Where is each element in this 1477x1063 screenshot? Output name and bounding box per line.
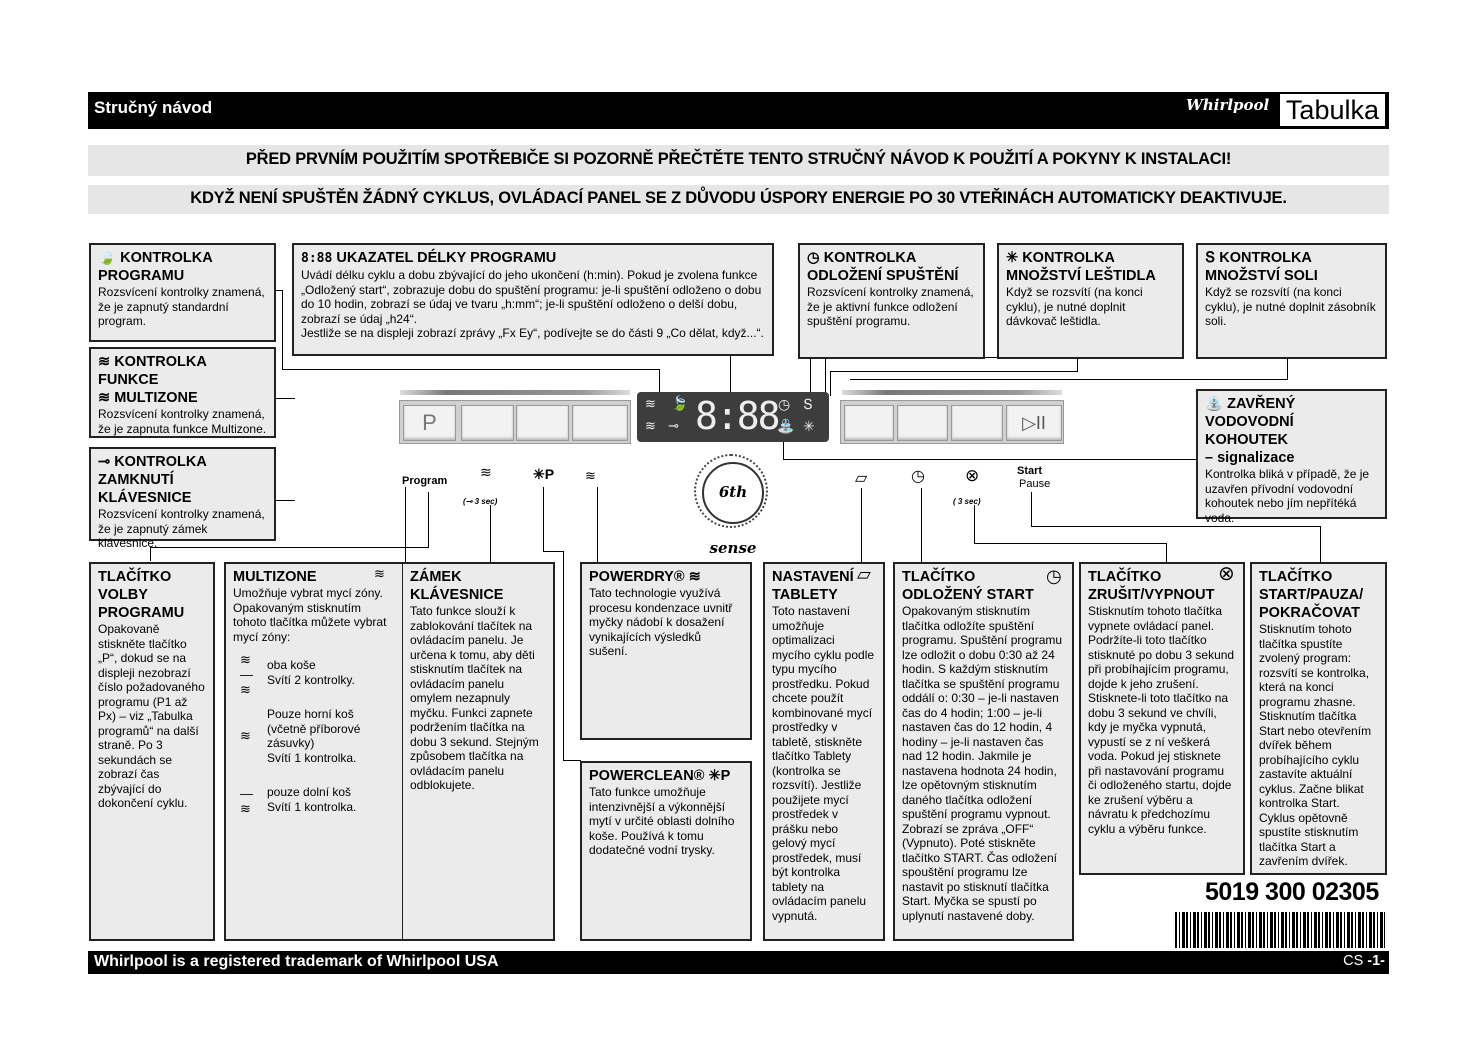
powerdry-panel-icon: ≋ [585, 468, 596, 483]
cancel-hint-label: ( 3 sec) [953, 497, 981, 506]
rinse-aid-lamp-box [997, 243, 1184, 359]
trademark-text: Whirlpool is a registered trademark of Whirlpool USA [94, 953, 499, 970]
footer-bar [88, 951, 1389, 974]
key-lamp-icon: ⊸ [668, 418, 679, 433]
multizone-title: MULTIZONE [233, 569, 317, 585]
powerdry-icon: ≋ [688, 569, 701, 585]
powerclean-key[interactable] [516, 405, 569, 441]
tap-closed-text: Kontrolka bliká v případě, že je uzavřen přívodní vodovodní kohoutek nebo jím nepřítéká voda. [1205, 467, 1370, 525]
multizone-lock-box [224, 562, 555, 941]
tablet-panel-icon: ▱ [855, 470, 868, 487]
header-bar [88, 92, 1389, 129]
delay-start-title: TLAČÍTKO ODLOŽENÝ START [902, 569, 1034, 603]
salt-icon: Տ [1205, 250, 1216, 266]
product-code: 5019 300 02305 [1205, 878, 1379, 906]
warning-banner-2: KDYŽ NENÍ SPUŠTĚN ŽÁDNÝ CYKLUS, OVLÁDACÍ PANEL SE Z DŮVODU ÚSPORY ENERGIE PO 30 VTEŘINÁCH AUTOMATICKY DEAKTIVUJE. [88, 185, 1389, 214]
tap-icon: ⛲ [1205, 396, 1224, 412]
cancel-key[interactable] [951, 405, 1003, 441]
delay-icon: ◷ [807, 250, 820, 266]
start-pause-title: TLAČÍTKO START/PAUZA/ POKRAČOVAT [1259, 569, 1364, 621]
keylock-lamp-title: KONTROLKA ZAMKNUTÍ KLÁVESNICE [98, 454, 207, 506]
delay-panel-icon: ◷ [911, 468, 925, 485]
right-light-strip [842, 390, 1062, 395]
multizone-box-icon: ≋ [374, 566, 385, 581]
powerclean-text: Tato funkce umožňuje intenzivnější a výkonnější mytí v určité oblasti dolního koše. Používá k tomu dodatečné vodní trysky. [589, 785, 735, 857]
cancel-box [1079, 562, 1245, 875]
start-pause-text: Stisknutím tohoto tlačítka spustíte zvolený program: rozsvítí se kontrolka, která na konci programu zhasne. Stisknutím tlačítka Start nebo otevřením dvířek během probíhajícího cyklu zastavíte aktuální cyklus. Začne blikat kontrolka Start. Cyklus opětovně spustíte stisknutím tlačítka Start a zavřením dvířek. [1259, 622, 1372, 868]
multizone-option-2 [233, 707, 395, 765]
right-keys [840, 400, 1064, 444]
multizone-option-3-label: pouze dolní koš [267, 785, 352, 799]
left-light-strip [400, 390, 630, 395]
program-button-title: TLAČÍTKO VOLBY PROGRAMU [98, 569, 185, 621]
rinse-aid-icon: ✳ [1006, 250, 1019, 266]
rinse-aid-lamp-text: Když se rozsvítí (na konci cyklu), je nutné doplnit dávkovač leštidla. [1006, 285, 1143, 328]
section-tab: Tabulka [1280, 94, 1385, 126]
cancel-icon: ⊗ [1218, 563, 1235, 585]
multizone-option-3 [233, 785, 395, 814]
key-icon: ⊸ [98, 454, 111, 470]
multizone-lamp-title-1: KONTROLKA FUNKCE [98, 354, 207, 388]
cancel-text: Stisknutím tohoto tlačítka vypnete ovládací panel. Podržíte-li toto tlačítko stisknuté po dobu 3 sekund při probíhajícím programu, dojde k jeho zrušení. Stisknete-li toto tlačítko na dobu 3 sekund ve chvíli, kdy je myčka vypnutá, vypustí se z ní veškerá voda. Pokud jej stisknete při nastavování programu či odloženého startu, dojde ke zrušení výběru a návratu k předchozímu cyklu a výběru funkce. [1088, 604, 1235, 836]
powerdry-box [580, 562, 752, 740]
powerclean-panel-icon: ✳P [533, 466, 555, 482]
multizone-text: Umožňuje vybrat mycí zóny. Opakovaným stisknutím tohoto tlačítka můžete vybrat mycí zóny: [233, 586, 387, 644]
delay-key[interactable] [897, 405, 948, 441]
delay-lamp-box [798, 243, 985, 359]
duration-display-text-2: Jestliže se na displeji zobrazí zprávy „Fx Ey“, podívejte se do části 9 „Co dělat, když...“. [301, 326, 764, 340]
tablet-key[interactable] [844, 405, 894, 441]
cancel-title: TLAČÍTKO ZRUŠIT/VYPNOUT [1088, 569, 1215, 603]
keylock-lamp-box [89, 447, 276, 550]
start-pause-key[interactable]: ▷II [1006, 405, 1062, 441]
delay-lamp-text: Rozsvícení kontrolky znamená, že je aktivní funkce odložení spuštění programu. [807, 285, 974, 328]
multizone-upper-lamp-icon: ≋ [645, 396, 656, 411]
display-panel [637, 392, 829, 442]
rinse-aid-lamp-title: KONTROLKA MNOŽSTVÍ LEŠTIDLA [1006, 250, 1156, 284]
multizone-option-1-label: oba koše [267, 658, 316, 672]
program-key[interactable]: P [403, 405, 456, 441]
keylock-title: ZÁMEK KLÁVESNICE [410, 569, 504, 603]
duration-display-box [292, 243, 774, 356]
cancel-panel-icon: ⊗ [965, 466, 980, 485]
powerclean-title: POWERCLEAN® [589, 768, 705, 784]
tablet-title: NASTAVENÍ TABLETY [772, 569, 854, 603]
tap-closed-box [1196, 389, 1387, 525]
language-code: CS [1343, 953, 1368, 969]
salt-lamp-box [1196, 243, 1387, 359]
time-display: 8:88 [695, 394, 779, 438]
tap-lamp-icon: ⛲ [777, 418, 795, 434]
keylock-text: Tato funkce slouží k zablokování tlačítek na ovládacím panelu. Je určena k tomu, aby děti stisknutím tlačítek na ovládacím panelu omylem nezapnuly myčku. Funkci zapnete podržením tlačítka na dobu 3 sekund. Stejným způsobem tlačítka na ovládacím panelu odblokujete. [410, 604, 539, 792]
powerdry-title: POWERDRY® [589, 569, 685, 585]
both-baskets-icon: ≋ — ≋ [240, 652, 253, 697]
salt-lamp-icon: Տ [803, 396, 813, 412]
powerdry-text: Tato technologie využívá procesu kondenzace uvnitř myčky nádobí k dosažení vynikajících výsledků sušení. [589, 586, 733, 658]
delay-lamp-icon: ◷ [778, 396, 791, 412]
duration-display-title: UKAZATEL DÉLKY PROGRAMU [336, 250, 557, 266]
delay-start-box [893, 562, 1074, 941]
multizone-lower-icon: ≋ [98, 390, 111, 406]
powerclean-box [580, 761, 752, 941]
multizone-option-1-note: Svítí 2 kontrolky. [267, 672, 355, 687]
multizone-option-2-label: Pouze horní koš (včetně příborové zásuvky) [267, 707, 361, 750]
tablet-text: Toto nastavení umožňuje optimalizaci mycího cyklu podle typu mycího prostředku. Pokud chcete použít kombinované mycí prostředky v tabletě, stiskněte tlačítko Tablety (kontrolka se rozsvítí). Jestliže použijete mycí prostředek v prášku nebo gelový mycí prostředek, musí být kontrolka tablety na ovládacím panelu vypnutá. [772, 604, 875, 923]
tablet-icon: ▱ [857, 564, 871, 584]
multizone-lamp-title-2: MULTIZONE [114, 390, 198, 406]
multizone-lamp-text: Rozsvícení kontrolky znamená, že je zapnuta funkce Multizone. [98, 407, 267, 436]
leaf-icon: 🍃 [98, 250, 117, 266]
duration-display-text: Uvádí délku cyklu a dobu zbývající do jeho ukončení (h:min). Pokud je zvolena funkce „Odložený start“, zobrazuje dobu do spuštění programu: je-li spuštění odloženo o dobu do 10 hodin, zobrazí se údaj ve tvaru „h:mm“; je-li spuštění odloženo o delší dobu, zobrazí se údaj „h24“. [301, 268, 762, 326]
keylock-lamp-text: Rozsvícení kontrolky znamená, že je zapnutý zámek klávesnice. [98, 507, 265, 550]
powerdry-key[interactable] [572, 405, 628, 441]
program-lamp-box [89, 243, 276, 342]
start-label: Start [1017, 465, 1043, 477]
tap-closed-title: ZAVŘENÝ VODOVODNÍ KOHOUTEK [1205, 396, 1296, 448]
delay-start-icon: ◷ [1046, 566, 1062, 586]
pause-label: Pause [1019, 478, 1051, 490]
program-button-box [89, 562, 215, 941]
program-lamp-text: Rozsvícení kontrolky znamená, že je zapnutý standardní program. [98, 285, 265, 328]
multizone-lower-lamp-icon: ≋ [645, 418, 656, 433]
page-title: Stručný návod [94, 98, 213, 117]
powerclean-icon: ✳P [708, 768, 731, 784]
multizone-column [226, 564, 402, 939]
multizone-key[interactable] [461, 405, 514, 441]
warning-banner-1: PŘED PRVNÍM POUŽITÍM SPOTŘEBIČE SI POZORNĚ PŘEČTĚTE TENTO STRUČNÝ NÁVOD K POUŽITÍ A POKYNY K INSTALACI! [88, 145, 1389, 176]
barcode [1175, 912, 1385, 948]
sixth-sense-logo [694, 454, 768, 557]
display-icon: 8:88 [301, 251, 333, 266]
multizone-panel-icon: ≋ [480, 464, 492, 480]
multizone-option-2-note: Svítí 1 kontrolka. [267, 750, 357, 765]
multizone-option-1 [233, 658, 395, 687]
salt-lamp-title: KONTROLKA MNOŽSTVÍ SOLI [1205, 250, 1318, 284]
lower-basket-icon: — ≋ [240, 786, 253, 816]
program-lamp-title: KONTROLKA PROGRAMU [98, 250, 213, 284]
start-pause-box [1250, 562, 1387, 875]
multizone-lamp-box [89, 347, 276, 438]
delay-start-text: Opakovaným stisknutím tlačítka odložíte spuštění programu. Spuštění programu lze odložit o dobu 0:30 až 24 hodin. S každým stisknutím tlačítka se spuštění programu oddálí o: 0:30 – je-li nastaven čas do 4 hodin; 1:00 – je-li nastaven čas do 12 hodin, 4 hodiny – je-li nastaven čas nad 12 hodin. Jakmile je nastavena hodnota 24 hodin, lze opětovným stisknutím daného tlačítka odložení spuštění programu vypnout. Zobrazí se zpráva „OFF“ (Vypnuto). Poté stiskněte tlačítko START. Čas odložení spouštění programu lze nastavit po stisknutí tlačítka Start. Myčka se spustí po uplynutí nastavené doby. [902, 604, 1063, 923]
keylock-column [403, 564, 553, 939]
program-button-text: Opakovaně stiskněte tlačítko „P“, dokud se na displeji nezobrazí číslo požadovaného programu (P1 až Px) – viz „Tabulka programů“ na další straně. Po 3 sekundách se zobrazí čas zbývající do dokončení cyklu. [98, 622, 205, 810]
salt-lamp-text: Když se rozsvítí (na konci cyklu), je nutné doplnit zásobník soli. [1205, 285, 1376, 328]
tablet-box [763, 562, 885, 941]
left-keys [399, 400, 631, 444]
delay-lamp-title: KONTROLKA ODLOŽENÍ SPUŠTĚNÍ [807, 250, 959, 284]
multizone-option-3-note: Svítí 1 kontrolka. [267, 799, 357, 814]
tap-closed-subtitle: – signalizace [1205, 450, 1295, 466]
whirlpool-logo: Whirlpool [1186, 96, 1270, 114]
upper-basket-icon: ≋ [240, 728, 251, 743]
multizone-upper-icon: ≋ [98, 354, 111, 370]
program-lamp-icon: 🍃 [671, 395, 689, 411]
lock-hint-label: (⊸ 3 sec) [463, 497, 498, 506]
sixth-sense-logo-text: 6th sense [702, 462, 764, 524]
page-number [1343, 953, 1385, 969]
rinse-lamp-icon: ✳ [803, 418, 815, 434]
program-label: Program [402, 475, 448, 487]
page-number-value: -1- [1367, 953, 1385, 969]
